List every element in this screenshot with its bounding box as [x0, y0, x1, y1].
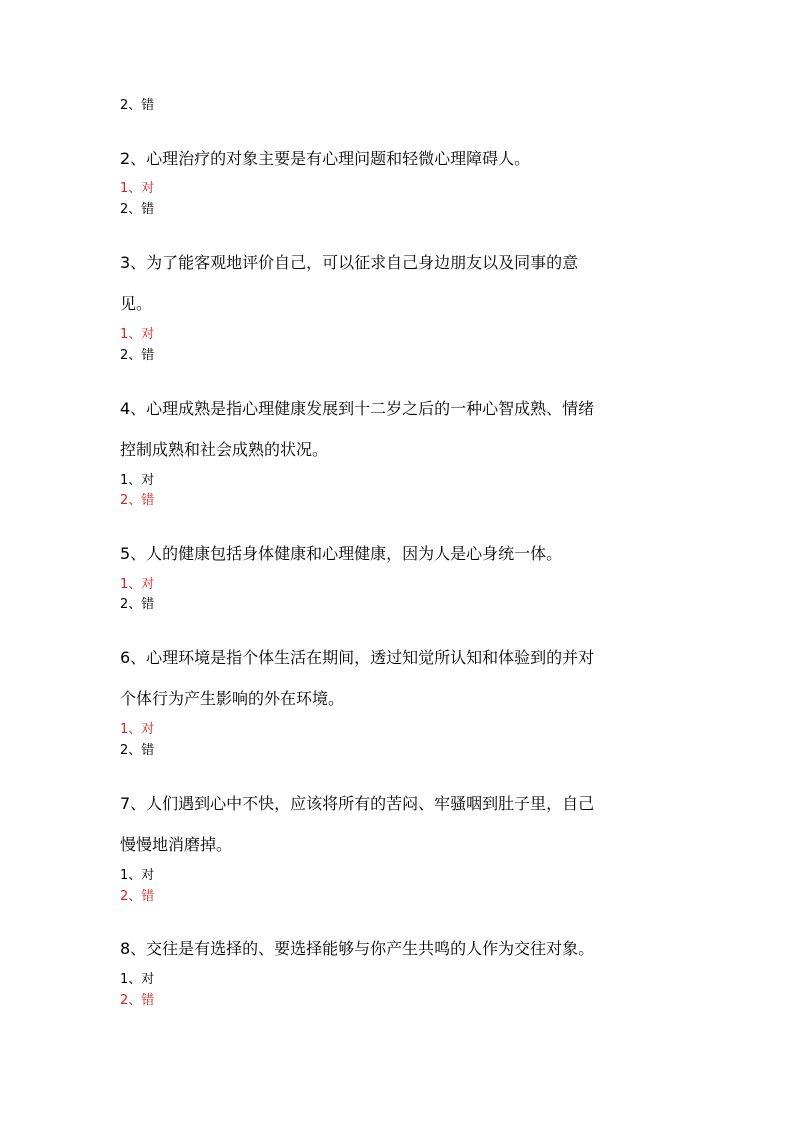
option-true: 1、对 [120, 473, 155, 488]
option-false: 2、错 [120, 993, 155, 1008]
option-false: 2、错 [120, 98, 155, 113]
option-false: 2、错 [120, 493, 155, 508]
question-text: 7、人们遇到心中不快，应该将所有的苦闷、牢骚咽到肚子里，自己 [120, 794, 595, 813]
question-text: 4、心理成熟是指心理健康发展到十二岁之后的一种心智成熟、情绪 [120, 399, 595, 418]
option-true: 1、对 [120, 722, 155, 737]
option-true: 1、对 [120, 972, 155, 987]
option-false: 2、错 [120, 202, 155, 217]
option-true: 1、对 [120, 327, 155, 342]
option-false: 2、错 [120, 889, 155, 904]
question-text: 慢慢地消磨掉。 [120, 835, 233, 854]
question-text: 见。 [120, 294, 153, 313]
option-true: 1、对 [120, 181, 155, 196]
option-true: 1、对 [120, 868, 155, 883]
question-text: 控制成熟和社会成熟的状况。 [120, 440, 329, 459]
question-text: 3、为了能客观地评价自己，可以征求自己身边朋友以及同事的意 [120, 253, 579, 272]
question-text: 5、人的健康包括身体健康和心理健康，因为人是心身统一体。 [120, 544, 563, 563]
question-text: 6、心理环境是指个体生活在期间，透过知觉所认知和体验到的并对 [120, 648, 595, 667]
option-false: 2、错 [120, 597, 155, 612]
question-text: 2、心理治疗的对象主要是有心理问题和轻微心理障碍人。 [120, 149, 531, 168]
option-false: 2、错 [120, 743, 155, 758]
question-text: 个体行为产生影响的外在环境。 [120, 689, 345, 708]
option-false: 2、错 [120, 348, 155, 363]
question-text: 8、交往是有选择的、要选择能够与你产生共鸣的人作为交往对象。 [120, 939, 595, 958]
option-true: 1、对 [120, 577, 155, 592]
